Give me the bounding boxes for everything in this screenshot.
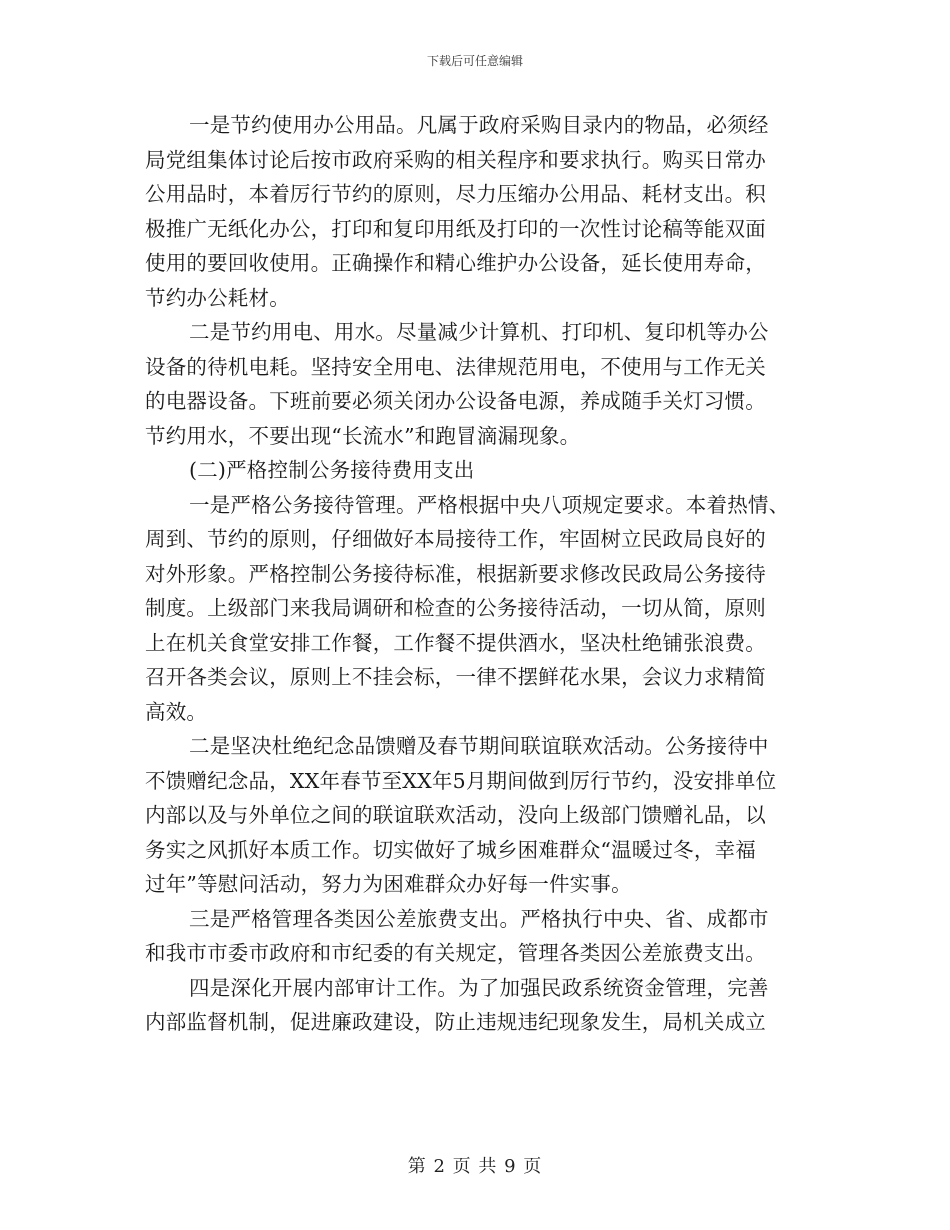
text-line: 对外形象。严格控制公务接待标准，根据新要求修改民政局公务接待	[145, 561, 766, 586]
text-line: 局党组集体讨论后按市政府采购的相关程序和要求执行。购买日常办	[145, 147, 766, 172]
text-line: 制度。上级部门来我局调研和检查的公务接待活动，一切从简，原则	[145, 596, 766, 620]
text-line: 不馈赠纪念品，XX年春节至XX年5月期间做到厉行节约，没安排单位	[145, 768, 777, 793]
text-line: 内部以及与外单位之间的联谊联欢活动，没向上级部门馈赠礼品，以	[145, 803, 766, 827]
text-line: 一是节约使用办公用品。凡属于政府采购目录内的物品，必须经	[189, 113, 769, 137]
text-line: 一是严格公务接待管理。严格根据中央八项规定要求。本着热情、	[189, 492, 790, 517]
text-line: 和我市市委市政府和市纪委的有关规定，管理各类因公差旅费支出。	[145, 941, 766, 965]
text-line: 二是节约用电、用水。尽量减少计算机、打印机、复印机等办公	[189, 320, 769, 344]
text-line: 周到、节约的原则，仔细做好本局接待工作，牢固树立民政局良好的	[145, 527, 766, 551]
text-line: 过年”等慰问活动，努力为困难群众办好每一件实事。	[145, 872, 632, 896]
text-line: 四是深化开展内部审计工作。为了加强民政系统资金管理，完善	[189, 975, 769, 1000]
text-line: 三是严格管理各类因公差旅费支出。严格执行中央、省、成都市	[189, 906, 769, 931]
text-line: 使用的要回收使用。正确操作和精心维护办公设备，延长使用寿命，	[145, 251, 766, 275]
text-line: 设备的待机电耗。坚持安全用电、法律规范用电，不使用与工作无关	[145, 354, 766, 379]
text-line: 高效。	[145, 699, 208, 724]
text-line: 公用品时，本着厉行节约的原则，尽力压缩办公用品、耗材支出。积	[145, 182, 766, 206]
text-line: 的电器设备。下班前要必须关闭办公设备电源，养成随手关灯习惯。	[145, 389, 766, 413]
text-line: 节约办公耗材。	[145, 285, 290, 310]
page-header: 下载后可任意编辑	[426, 54, 523, 68]
page-footer: 第 2 页 共 9 页	[407, 1156, 543, 1177]
text-line: 节约用水，不要出现“长流水”和跑冒滴漏现象。	[145, 423, 581, 448]
text-line: 上在机关食堂安排工作餐，工作餐不提供酒水，坚决杜绝铺张浪费。	[145, 630, 766, 655]
document-body	[145, 108, 815, 1040]
text-line: (二)严格控制公务接待费用支出	[189, 458, 475, 482]
text-line: 内部监督机制，促进廉政建设，防止违规违纪现象发生，局机关成立	[145, 1010, 766, 1034]
text-line: 召开各类会议，原则上不挂会标，一律不摆鲜花水果，会议力求精简	[145, 665, 766, 689]
text-line: 二是坚决杜绝纪念品馈赠及春节期间联谊联欢活动。公务接待中	[189, 734, 769, 758]
text-line: 极推广无纸化办公，打印和复印用纸及打印的一次性讨论稿等能双面	[145, 216, 766, 241]
text-line: 务实之风抓好本质工作。切实做好了城乡困难群众“温暖过冬，幸福	[145, 837, 756, 862]
